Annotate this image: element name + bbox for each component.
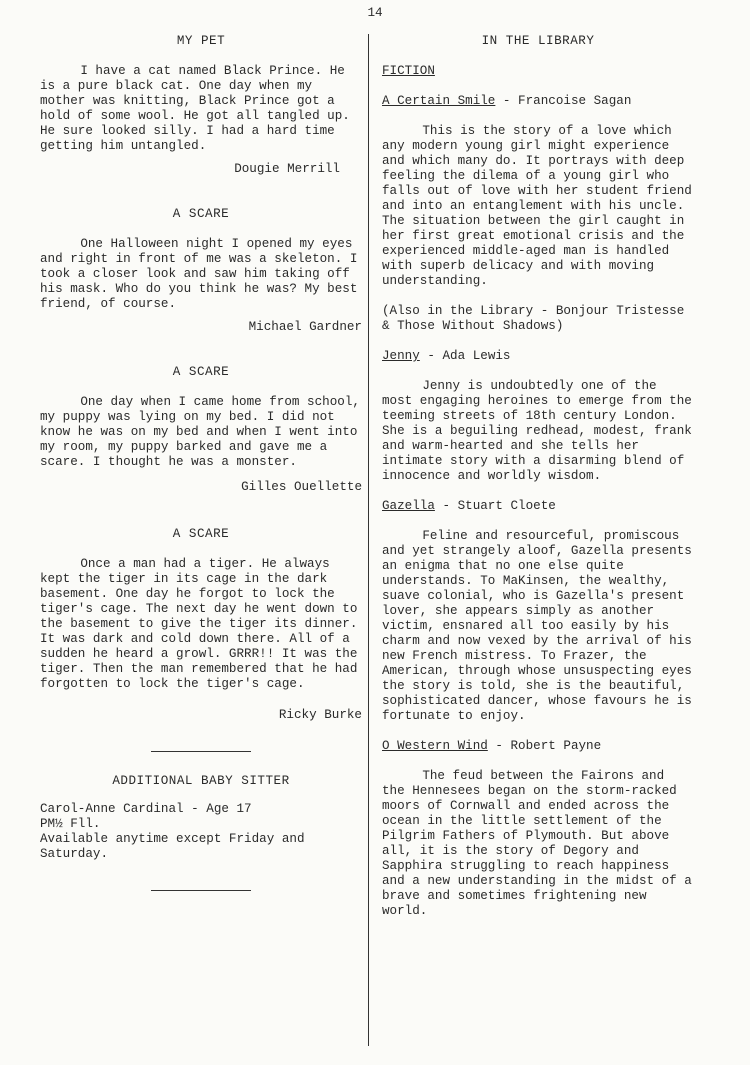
baby-sitter-section	[40, 774, 362, 862]
story-author: Dougie Merrill	[234, 162, 340, 176]
story-author: Ricky Burke	[278, 708, 362, 722]
left-column	[40, 34, 362, 891]
book-review: Jenny is undoubtedly one of the most engaging heroines to emerge from the teeming streets of 18th century London. She is a beguiling redhead, modest, frank and warm-hearted and she tells her intimate story with a disarming blend of innocence and worldly wisdom.	[382, 379, 692, 483]
book-author: - Stuart Cloete	[434, 499, 556, 513]
story-body: I have a cat named Black Prince. He is a pure black cat. One day when my mother was knitting, Black Prince got a hold of some wool. He got all tangled up. He sure looked silly. I had a hard time getting him untangled.	[40, 64, 350, 153]
book-author: - Ada Lewis	[419, 349, 511, 363]
book-note: (Also in the Library - Bonjour Tristesse & Those Without Shadows)	[382, 304, 685, 333]
fiction-heading: FICTION	[382, 64, 435, 78]
story-scare-2	[40, 365, 362, 495]
column-divider	[368, 34, 369, 1046]
section-rule	[151, 890, 251, 891]
book-entry	[382, 349, 694, 484]
book-title: O Western Wind	[382, 739, 488, 753]
story-title: A SCARE	[172, 365, 230, 379]
book-entry	[382, 739, 694, 919]
book-entry	[382, 499, 694, 724]
book-title: Gazella	[382, 499, 435, 513]
book-title: Jenny	[382, 349, 420, 363]
book-entry	[382, 94, 694, 334]
story-body: One Halloween night I opened my eyes and right in front of me was a skeleton. I took a closer look and saw him taking off his mask. Who do you think he was? My best friend, of course.	[40, 237, 358, 311]
book-review: Feline and resourceful, promiscous and yet strangely aloof, Gazella presents an enigma that no one else quite understands. To MaKinsen, the wealthy, suave colonial, who is Gazella's present lover, she appears simply as another victim, ensnared all too easily by his charm and now vexed by the arrival of his new French mistress. To Frazer, the American, through whose unsuspecting eyes the story is told, she is the beautiful, sophisticated dancer, whose favours he is fortunate to enjoy.	[382, 529, 692, 723]
baby-sitter-line: PM½ Fll.	[40, 817, 101, 831]
story-title: A SCARE	[172, 527, 230, 541]
book-author: - Robert Payne	[487, 739, 602, 753]
baby-sitter-line: Available anytime except Friday and	[40, 832, 305, 846]
baby-sitter-line: Saturday.	[40, 847, 109, 861]
story-my-pet	[40, 34, 362, 177]
page-number: 14	[367, 6, 383, 20]
baby-sitter-line: Carol-Anne Cardinal - Age 17	[40, 802, 252, 816]
book-review: This is the story of a love which any modern young girl might experience and which many do. It portrays with deep feeling the dilema of a young girl who falls out of love with her student friend and into an entanglement with his uncle. The situation between the girl caught in her first great emotional crisis and the experienced middle-aged man is handled with superb delicacy and with moving understanding.	[382, 124, 692, 288]
story-scare-3	[40, 527, 362, 723]
book-title: A Certain Smile	[382, 94, 496, 108]
story-scare-1	[40, 207, 362, 335]
story-author: Gilles Ouellette	[241, 480, 362, 494]
story-author: Michael Gardner	[248, 320, 362, 334]
right-column	[382, 34, 694, 919]
baby-sitter-title: ADDITIONAL BABY SITTER	[112, 774, 290, 788]
story-title: A SCARE	[172, 207, 230, 221]
book-author: - Francoise Sagan	[495, 94, 632, 108]
story-body: One day when I came home from school, my puppy was lying on my bed. I did not know he was on my bed and when I went into my room, my puppy barked and gave me a scare. I thought he was a monster.	[40, 395, 360, 469]
book-review: The feud between the Fairons and the Hennesees began on the storm-racked moors of Cornwall and ended across the ocean in the little settlement of the Pilgrim Fathers of Plymouth. But above all, it is the story of Degory and Sapphira struggling to reach happiness and a new understanding in the midst of a brave and sometimes frightening new world.	[382, 769, 692, 918]
story-title: MY PET	[176, 34, 226, 48]
story-body: Once a man had a tiger. He always kept the tiger in its cage in the dark basement. One day he forgot to lock the tiger's cage. The next day he went down to the basement to give the tiger its dinner. It was dark and cold down there. All of a sudden he heard a growl. GRRR!! It was the tiger. Then the man remembered that he had forgotten to lock the tiger's cage.	[40, 557, 358, 691]
library-title: IN THE LIBRARY	[481, 34, 595, 48]
